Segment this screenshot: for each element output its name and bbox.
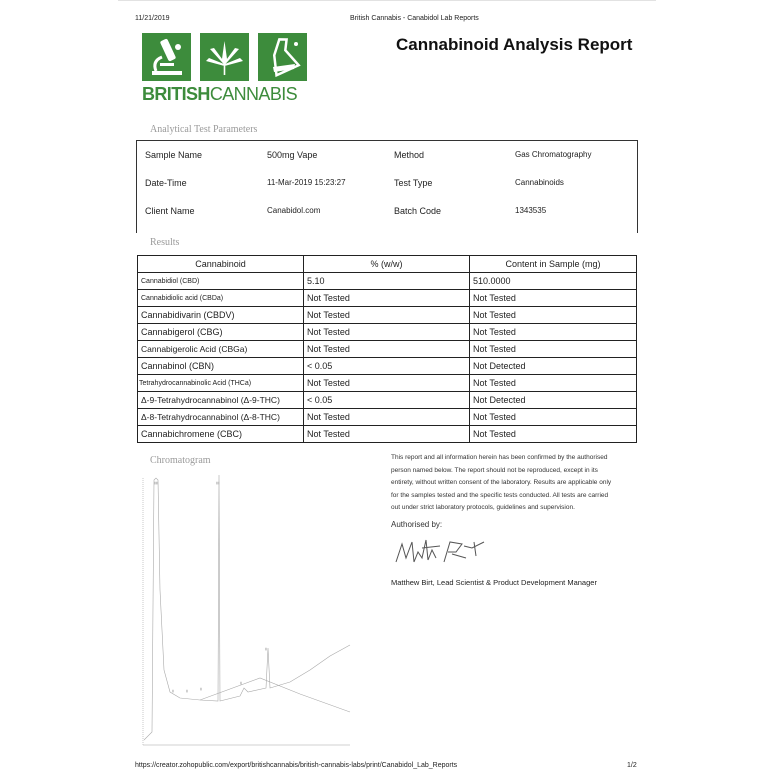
cannabinoid-name: Cannabichromene (CBC): [138, 426, 304, 443]
table-row: [138, 290, 637, 307]
authorised-by-label: Authorised by:: [391, 520, 443, 529]
table-row: [138, 392, 637, 409]
test-type-value: Cannabinoids: [515, 178, 564, 187]
cannabinoid-name: Cannabigerolic Acid (CBGa): [138, 341, 304, 358]
footer-page-number: 1/2: [627, 762, 637, 769]
content-value: 510.0000: [470, 273, 637, 290]
cannabis-leaf-icon: [200, 33, 249, 81]
content-value: Not Detected: [470, 392, 637, 409]
cannabinoid-name: Δ-8-Tetrahydrocannabinol (Δ-8-THC): [138, 409, 304, 426]
cannabinoid-name: Tetrahydrocannabinolic Acid (THCa): [138, 375, 304, 392]
svg-text:▮▮: ▮▮: [216, 481, 220, 485]
percent-value: Not Tested: [304, 341, 470, 358]
method-label: Method: [394, 150, 425, 160]
column-header-percent: % (w/w): [304, 256, 470, 273]
brand-wordmark-bold: BRITISH: [142, 84, 210, 104]
client-name-value: Canabidol.com: [267, 206, 321, 215]
table-row: [138, 341, 637, 358]
handwritten-signature: [392, 536, 492, 570]
flask-icon: [258, 33, 307, 81]
svg-text:▮: ▮: [265, 647, 267, 651]
percent-value: < 0.05: [304, 358, 470, 375]
percent-value: < 0.05: [304, 392, 470, 409]
brand-wordmark: [142, 84, 297, 105]
sample-name-label: Sample Name: [145, 150, 203, 160]
percent-value: Not Tested: [304, 426, 470, 443]
chromatogram-section-label: Chromatogram: [150, 455, 211, 466]
parameters-section-label: Analytical Test Parameters: [150, 124, 258, 135]
results-header-row: [138, 256, 637, 273]
cannabinoid-name: Cannabinol (CBN): [138, 358, 304, 375]
disclaimer-line: entirety, without written consent of the laboratory. Results are applicable only: [391, 479, 612, 486]
table-row: [138, 409, 637, 426]
content-value: Not Tested: [470, 307, 637, 324]
cannabinoid-name: Cannabidivarin (CBDV): [138, 307, 304, 324]
percent-value: 5.10: [304, 273, 470, 290]
table-row: [138, 358, 637, 375]
svg-text:▮: ▮: [172, 689, 174, 693]
method-value: Gas Chromatography: [515, 150, 592, 159]
percent-value: Not Tested: [304, 307, 470, 324]
table-row: [138, 426, 637, 443]
datetime-value: 11-Mar-2019 15:23:27: [267, 178, 346, 187]
content-value: Not Tested: [470, 409, 637, 426]
svg-text:▮: ▮: [200, 687, 202, 691]
test-type-label: Test Type: [394, 178, 433, 188]
content-value: Not Tested: [470, 426, 637, 443]
results-section-label: Results: [150, 237, 180, 248]
percent-value: Not Tested: [304, 375, 470, 392]
column-header-cannabinoid: Cannabinoid: [138, 256, 304, 273]
svg-text:▮: ▮: [240, 681, 242, 685]
table-row: [138, 307, 637, 324]
percent-value: Not Tested: [304, 290, 470, 307]
disclaimer-line: This report and all information herein has been confirmed by the authorised: [391, 454, 608, 461]
sample-name-value: 500mg Vape: [267, 150, 318, 160]
print-date: 11/21/2019: [135, 15, 170, 22]
disclaimer-line: for the samples tested and the specific tests conducted. All tests are carried: [391, 491, 609, 499]
brand-wordmark-rest: CANNABIS: [209, 84, 298, 104]
svg-text:▮: ▮: [186, 689, 188, 693]
results-table: [137, 255, 637, 443]
cannabinoid-name: Cannabidiol (CBD): [138, 273, 304, 290]
parameters-panel: [136, 140, 638, 233]
signer-name: Matthew Birt, Lead Scientist & Product Development Manager: [391, 578, 597, 587]
svg-text:▮▮: ▮▮: [154, 481, 158, 485]
table-row: [138, 324, 637, 341]
content-value: Not Detected: [470, 358, 637, 375]
table-row: [138, 375, 637, 392]
batch-code-label: Batch Code: [394, 206, 442, 216]
percent-value: Not Tested: [304, 324, 470, 341]
content-value: Not Tested: [470, 375, 637, 392]
header-divider: [118, 0, 656, 1]
report-title: Cannabinoid Analysis Report: [396, 35, 633, 54]
microscope-icon: [142, 33, 191, 81]
cannabinoid-name: Cannabigerol (CBG): [138, 324, 304, 341]
content-value: Not Tested: [470, 341, 637, 358]
datetime-label: Date-Time: [145, 178, 187, 188]
cannabinoid-name: Cannabidiolic acid (CBDa): [138, 290, 304, 307]
batch-code-value: 1343535: [515, 206, 547, 215]
disclaimer-line: person named below. The report should not be reproduced, except in its: [391, 466, 598, 474]
percent-value: Not Tested: [304, 409, 470, 426]
content-value: Not Tested: [470, 324, 637, 341]
cannabinoid-name: Δ-9-Tetrahydrocannabinol (Δ-9-THC): [138, 392, 304, 409]
client-name-label: Client Name: [145, 206, 195, 216]
disclaimer-text: [391, 452, 631, 515]
disclaimer-line: out under strict laboratory protocols, guidelines and supervision.: [391, 504, 575, 511]
content-value: Not Tested: [470, 290, 637, 307]
footer-url: https://creator.zohopublic.com/export/britishcannabis/british-cannabis-labs/print/Canabidol_Lab_Reports: [135, 762, 458, 769]
chromatogram-plot: [140, 470, 352, 748]
table-row: [138, 273, 637, 290]
print-page-title: British Cannabis - Canabidol Lab Reports: [350, 15, 479, 22]
column-header-content: Content in Sample (mg): [470, 256, 637, 273]
